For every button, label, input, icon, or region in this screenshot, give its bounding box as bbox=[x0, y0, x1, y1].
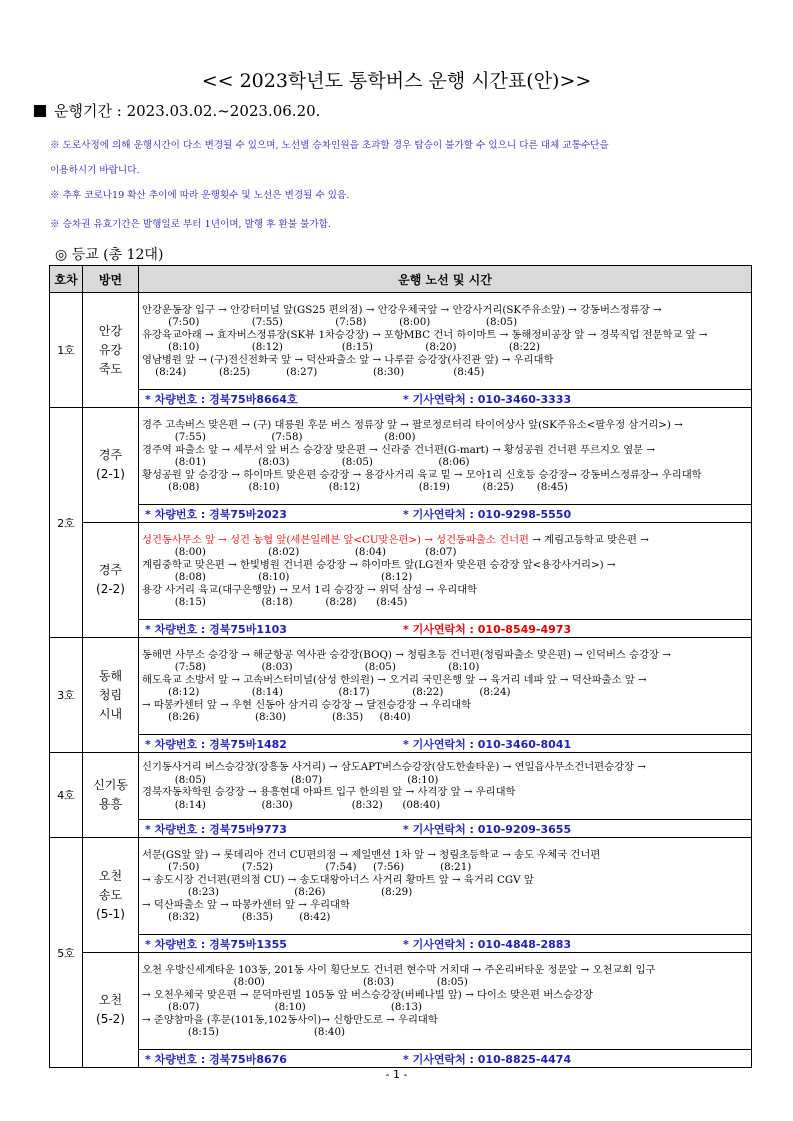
stop-line: → 덕산파출소 앞 → 따봉카센터 앞 → 우리대학 bbox=[142, 898, 350, 911]
stop-line: 경주 고속버스 맞은편 → (구) 대릉원 후문 버스 정류장 앞 → 팔로정로터리 타이어상사 앞(SK주유소<팔우정 삼거리>) → bbox=[142, 418, 683, 431]
time-line: (8:10) (8:12) (8:15) (8:20) (8:22) bbox=[142, 341, 540, 353]
stop-line: 오천 우방신세계타운 103동, 201동 사이 횡단보도 건너편 현수막 거치대 → 주온리버타운 정문앞 → 오천교회 입구 bbox=[142, 963, 656, 976]
direction-line: (5-1) bbox=[96, 906, 125, 921]
stop-line: 경주역 파출소 앞 → 세무서 앞 버스 승강장 맞은편 → 신라중 건너편(G-mart) → 황성공원 건너편 푸르지오 옆문 → bbox=[142, 443, 656, 456]
time-line: (8:32) (8:35) (8:42) bbox=[142, 911, 331, 923]
vehicle-plate: * 차량번호 : 경북75바2023 bbox=[145, 507, 287, 521]
direction-line: (2-1) bbox=[96, 467, 125, 481]
direction-line: 경주 bbox=[98, 448, 123, 462]
vehicle-plate: * 차량번호 : 경북75바1482 bbox=[145, 737, 287, 751]
stop-line: 영남병원 앞 → (구)전신전화국 앞 → 덕산파출소 앞 → 나루끝 승강장(사진관 앞) → 우리대학 bbox=[142, 353, 554, 366]
vehicle-info bbox=[139, 505, 752, 523]
route-detail bbox=[139, 953, 752, 1050]
notice-line-1: ※ 도로사정에 의해 운행시간이 다소 변경될 수 있으며, 노선별 승차인원을 초과할 경우 탑승이 불가할 수 있으니 다른 대체 교통수단을 bbox=[50, 140, 609, 151]
direction-line: (2-2) bbox=[96, 582, 125, 596]
route-detail bbox=[139, 408, 752, 505]
route-direction bbox=[83, 638, 139, 753]
operation-period bbox=[34, 100, 320, 121]
time-line: (8:05) (8:07) (8:10) bbox=[142, 773, 439, 786]
stop-line: 해도육교 소방서 앞 → 고속버스터미널(삼성 한의원) → 오거리 국민은행 앞 → 육거리 네파 앞 → 덕산파출소 앞 → bbox=[142, 673, 647, 686]
highlighted-stops: 성건동사무소 앞 → 성건 농협 앞(세븐일레븐 앞<CU맞은편>) → 성건동파출소 건너편 bbox=[142, 533, 529, 546]
driver-phone: * 기사연락처 : 010-8549-4973 bbox=[403, 622, 572, 636]
driver-phone: * 기사연락처 : 010-9298-5550 bbox=[403, 507, 572, 521]
vehicle-plate: * 차량번호 : 경북75바8676 bbox=[145, 1052, 287, 1066]
table-row bbox=[50, 408, 752, 505]
vehicle-info-row bbox=[50, 935, 752, 953]
vehicle-info bbox=[139, 735, 752, 753]
time-line: (8:08) (8:10) (8:12) bbox=[142, 571, 413, 583]
notice-line-4: ※ 승차권 유효기간은 발행일로 부터 1년이며, 발행 후 환불 불가함. bbox=[50, 219, 331, 230]
period-value: 2023.03.02.~2023.06.20. bbox=[126, 102, 321, 120]
bus-number: 4호 bbox=[50, 753, 83, 838]
stop-line: 황성공원 앞 승강장 → 하이마트 맞은편 승강장 → 용강사거리 육교 밑 → 모아1리 신호등 승강장→ 강동버스정류장→ 우리대학 bbox=[142, 468, 702, 481]
time-line: (8:23) (8:26) (8:29) bbox=[142, 886, 413, 898]
route-direction bbox=[83, 408, 139, 523]
route-direction bbox=[83, 953, 139, 1068]
direction-line: 유강 bbox=[98, 342, 123, 357]
section-title: ◎ 등교 (총 12대) bbox=[55, 247, 164, 263]
header-ho: 호차 bbox=[50, 266, 83, 293]
route-detail bbox=[139, 293, 752, 390]
direction-line: 오천 bbox=[98, 868, 123, 883]
vehicle-info-row bbox=[50, 735, 752, 753]
direction-line: 동해 bbox=[98, 668, 123, 683]
table-row bbox=[50, 638, 752, 735]
route-detail bbox=[139, 753, 752, 820]
direction-line: 용흥 bbox=[98, 797, 123, 811]
notice-line-2: 이용하시기 바랍니다. bbox=[50, 165, 140, 176]
stop-line: → 따봉카센터 앞 → 우현 신동아 삼거리 승강장 → 달전승강장 → 우리대학 bbox=[142, 698, 472, 711]
driver-phone: * 기사연락처 : 010-4848-2883 bbox=[403, 937, 572, 951]
table-row bbox=[50, 523, 752, 620]
driver-phone: * 기사연락처 : 010-9209-3655 bbox=[403, 822, 572, 836]
direction-line: (5-2) bbox=[96, 1012, 125, 1026]
time-line: (7:58) (8:03) (8:05) (8:10) bbox=[142, 661, 480, 673]
vehicle-info bbox=[139, 1050, 752, 1068]
stop-line bbox=[142, 534, 748, 547]
route-direction bbox=[83, 523, 139, 638]
vehicle-plate: * 차량번호 : 경북75바1355 bbox=[145, 937, 287, 951]
vehicle-info-row bbox=[50, 1050, 752, 1068]
header-route: 운행 노선 및 시간 bbox=[139, 266, 752, 293]
time-line: (8:00) (8:02) (8:04) (8:07) bbox=[142, 546, 457, 558]
vehicle-info-row bbox=[50, 820, 752, 838]
time-line: (8:24) (8:25) (8:27) (8:30) (8:45) bbox=[142, 366, 485, 378]
vehicle-info bbox=[139, 390, 752, 408]
vehicle-plate: * 차량번호 : 경북75바9773 bbox=[145, 822, 287, 836]
vehicle-info bbox=[139, 935, 752, 953]
stop-line: 안강운동장 입구 → 안강터미널 앞(GS25 편의점) → 안강우체국앞 → 안강사거리(SK주유소앞) → 강동버스정류장 → bbox=[142, 303, 662, 316]
table-row bbox=[50, 293, 752, 390]
page-title: << 2023학년도 통학버스 운행 시간표(안)>> bbox=[201, 70, 592, 92]
stop-line: 신기동사거리 버스승강장(장흥동 사거리) → 삼도APT버스승강장(삼도한솔타운) → 연일읍사무소건너편승강장 → bbox=[142, 761, 646, 773]
route-detail bbox=[139, 523, 752, 620]
direction-line: 시내 bbox=[98, 706, 123, 721]
vehicle-plate: * 차량번호 : 경북75바8664호 bbox=[145, 392, 298, 406]
direction-line: 송도 bbox=[98, 887, 123, 902]
notice-line-3: ※ 추후 코로나19 확산 추이에 따라 운행횟수 및 노선은 변경될 수 있음. bbox=[50, 190, 350, 201]
vehicle-info-row bbox=[50, 620, 752, 638]
stop-line: 용강 사거리 육교(대구은행앞) → 모서 1리 승강장 → 위덕 삼성 → 우리대학 bbox=[142, 583, 478, 596]
route-direction bbox=[83, 753, 139, 838]
table-row bbox=[50, 953, 752, 1050]
direction-line: 경주 bbox=[98, 563, 123, 577]
time-line: (8:07) (8:10) (8:13) bbox=[142, 1001, 423, 1013]
time-line: (8:08) (8:10) (8:12) (8:19) (8:25) (8:45) bbox=[142, 481, 568, 493]
vehicle-plate: * 차량번호 : 경북75바1103 bbox=[145, 622, 287, 636]
direction-line: 신기동 bbox=[93, 778, 128, 792]
stop-line: → 송도시장 건너편(편의점 CU) → 송도대왕아너스 사거리 황마트 앞 → 육거리 CGV 앞 bbox=[142, 873, 534, 886]
stop-line: 유강육교아래 → 효자버스정류장(SK뷰 1차승강장) → 포항MBC 건너 하이마트 → 동해정비공장 앞 → 경북직업 전문학교 앞 → bbox=[142, 328, 708, 341]
stop-line: 경북자동차학원 승강장 → 용흥현대 아파트 입구 한의원 앞 → 사격장 앞 → 우리대학 bbox=[142, 786, 516, 798]
driver-phone: * 기사연락처 : 010-3460-3333 bbox=[403, 392, 572, 406]
time-line: (8:15) (8:18) (8:28) (8:45) bbox=[142, 596, 408, 608]
route-detail bbox=[139, 838, 752, 935]
bus-schedule-table bbox=[49, 265, 752, 1068]
direction-line: 청림 bbox=[98, 687, 123, 702]
table-row bbox=[50, 838, 752, 935]
header-direction: 방면 bbox=[83, 266, 139, 293]
stop-line: 동해면 사무소 승강장 → 해군항공 역사관 승강장(BOQ) → 청림초등 건너편(청림파출소 맞은편) → 인덕버스 승강장 → bbox=[142, 648, 671, 661]
time-line: (8:26) (8:30) (8:35) (8:40) bbox=[142, 711, 411, 723]
time-line: (7:50) (7:52) (7:54) (7:56) (8:21) bbox=[142, 861, 472, 873]
time-line: (8:14) (8:30) (8:32) (08:40) bbox=[142, 798, 441, 811]
vehicle-info bbox=[139, 820, 752, 838]
table-header-row bbox=[50, 266, 752, 293]
time-line: (7:50) (7:55) (7:58) (8:00) (8:05) bbox=[142, 316, 518, 328]
bus-number: 2호 bbox=[50, 408, 83, 638]
stop-line: 서문(GS앞 앞) → 롯데리아 건너 CU편의점 → 제일맨션 1차 앞 → 청림초등학교 → 송도 우체국 건너편 bbox=[142, 848, 601, 861]
vehicle-info-row bbox=[50, 505, 752, 523]
vehicle-info-row bbox=[50, 390, 752, 408]
stop-line: → 준양참마을 (후문(101동,102동사이)→ 신항만도로 → 우리대학 bbox=[142, 1013, 438, 1026]
route-detail bbox=[139, 638, 752, 735]
time-line: (8:00) (8:03) (8:05) bbox=[142, 976, 468, 988]
direction-line: 죽도 bbox=[98, 361, 123, 376]
bus-number: 1호 bbox=[50, 293, 83, 408]
stop-line: 계림중학교 맞은편 → 한빛병원 건너편 승강장 → 하이마트 앞(LG전자 맞은편 승강장 앞<용강사거리>) → bbox=[142, 558, 616, 571]
stop-line: → 오천우체국 맞은편 → 문덕마린빌 105동 앞 버스승강장(버베나빌 앞) → 다이소 맞은편 버스승강장 bbox=[142, 988, 593, 1001]
square-bullet-icon bbox=[34, 105, 46, 117]
direction-line: 오천 bbox=[98, 993, 123, 1007]
time-line: (8:12) (8:14) (8:17) (8:22) (8:24) bbox=[142, 686, 511, 698]
driver-phone: * 기사연락처 : 010-8825-4474 bbox=[403, 1052, 572, 1066]
vehicle-info bbox=[139, 620, 752, 638]
direction-line: 안강 bbox=[98, 323, 123, 338]
route-direction bbox=[83, 293, 139, 408]
route-direction bbox=[83, 838, 139, 953]
stop-text: → 계림고등학교 맞은편 → bbox=[528, 533, 649, 546]
table-row bbox=[50, 753, 752, 820]
driver-phone: * 기사연락처 : 010-3460-8041 bbox=[403, 737, 572, 751]
time-line: (7:55) (7:58) (8:00) bbox=[142, 431, 416, 443]
page-number: - 1 - bbox=[385, 1068, 408, 1081]
time-line: (8:01) (8:03) (8:05) (8:06) bbox=[142, 456, 470, 468]
bus-number: 3호 bbox=[50, 638, 83, 753]
time-line: (8:15) (8:40) bbox=[142, 1026, 346, 1038]
bus-number: 5호 bbox=[50, 838, 83, 1068]
period-label: 운행기간 : bbox=[54, 102, 127, 120]
